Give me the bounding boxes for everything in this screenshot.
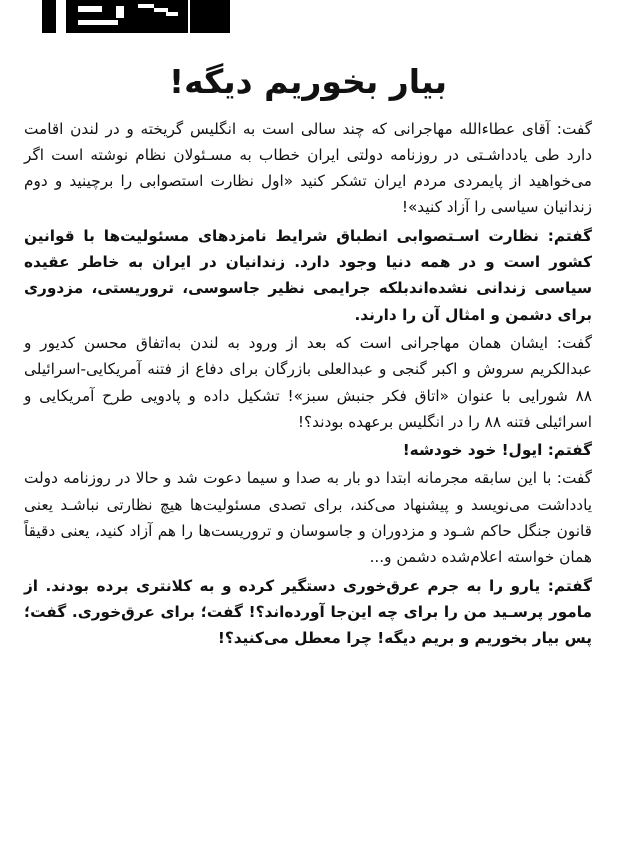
logo-bar xyxy=(190,0,230,33)
article-body xyxy=(24,116,592,652)
logo-glyph-block xyxy=(42,0,188,33)
article-paragraph: گفتم: نظارت اسـتصوابی انطباق شرایط نامزدهای مسئولیت‌ها با قوانین کشور است و در همه دنیا وجود دارد. زندانیان در ایران به خاطر عقیده سیاسی زندانی نشده‌اندبلکه جرایمی نظیر جاسوسی، تروریستی، مزدوری برای دشمن و امثال آن را دارند. xyxy=(24,226,592,324)
article-paragraph: گفتم: یارو را به جرم عرق‌خوری دستگیر کرده و به کلانتری برده بودند. از مامور پرسـید من را برای چه این‌جا آورده‌اند؟! گفت؛ برای عرق‌خوری. گفت؛ پس بیار بخوریم و بریم دیگه! چرا معطل می‌کنید؟! xyxy=(24,576,592,648)
article-paragraph: گفت: با این سابقه مجرمانه ابتدا دو بار به صدا و سیما دعوت شد و حالا در روزنامه دولت یادداشت می‌نویسد و پیشنهاد می‌کند، برای تصدی مسئولیت‌ها هیچ نظارتی نباشـد یعنی قانون جنگل حاکم شـود و مزدوران و جاسوسان و تروریست‌ها را هم آزاد کنید، یعنی دقیقاً همان خواسته اعلام‌شده دشمن و... xyxy=(24,469,592,567)
article-paragraph: گفت: ایشان همان مهاجرانی است که بعد از ورود به لندن به‌اتفاق محسن کدیور و عبدالکریم سروش و اکبر گنجی و عبدالعلی بازرگان برای دفاع از فتنه آمریکایی-اسرائیلی ۸۸ شورایی با عنوان «اتاق فکر جنبش سبز»! تشکیل داده و پادویی طرح آمریکایی و اسرائیلی فتنه ۸۸ را در انگلیس برعهده بودند؟! xyxy=(24,333,592,431)
article-paragraph: گفتم: ایول! خود خودشه! xyxy=(402,441,592,460)
article-paragraph: گفت: آقای عطاءالله مهاجرانی که چند سالی است به انگلیس گریخته و در لندن اقامت دارد طی یادداشـتی در روزنامه دولتی ایران خطاب به مسـئولان نظام نوشته است اگر می‌خواهید از پایمردی مردم ایران تشکر کنید «اول نظارت استصوابی را برچینید و دوم زندانیان سیاسی را آزاد کنید»! xyxy=(24,119,592,217)
article-headline: بیار بخوریم دیگه! xyxy=(169,62,447,101)
newspaper-logo xyxy=(24,0,230,40)
